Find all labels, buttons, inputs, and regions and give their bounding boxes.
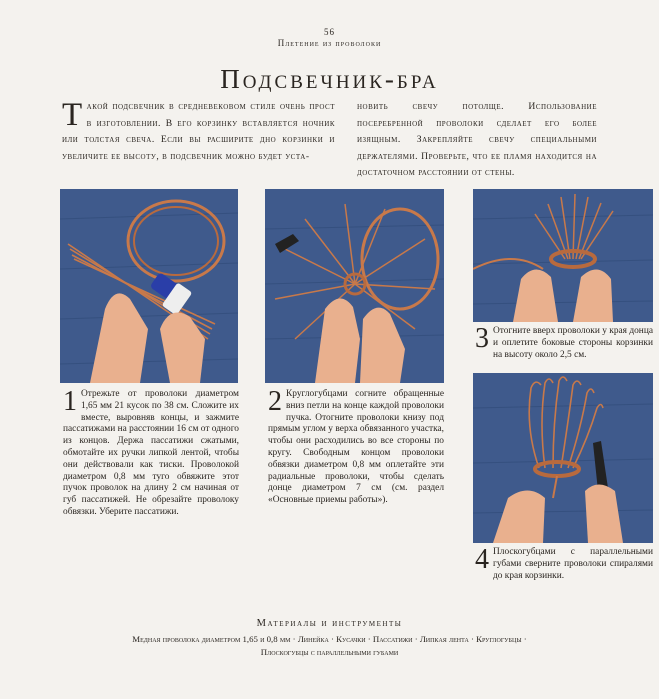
step-1-photo — [60, 189, 238, 383]
step-3-photo — [473, 189, 653, 322]
step-1-text: 1 Отрежьте от проволоки диаметром 1,65 мм 21 кусок по 38 см. Сложите их вместе, выровняв концы, и зажмите пассатижами на расстоянии 16 см от одного из концов. Держа пассатижи сжатыми, обмотайте их ручки липкой лентой, чтобы они действовали как тиски. Проволокой диаметром 0,8 мм туго обвяжите этот пучок проволок на длину 2 см начиная от губ пассатижей. Не обрезайте проволоку обвязки. Уберите пассатижи. — [63, 386, 239, 517]
page-number: 56 — [324, 27, 335, 37]
step-4-photo — [473, 373, 653, 543]
step-4-text: 4 Плоскогубцами с параллельными губами сверните проволоки спиралями до края корзинки. — [475, 544, 653, 581]
step-2-number: 2 — [268, 386, 282, 417]
step-4-number: 4 — [475, 544, 489, 575]
materials-line-1: Медная проволока диаметром 1,65 и 0,8 мм · Линейка · Кусачки · Пассатижи · Липкая лента · Круглогубцы · — [132, 634, 527, 644]
step-2-photo — [265, 189, 444, 383]
materials-line-2: Плоскогубцы с параллельными губами — [260, 647, 399, 657]
step-3-number: 3 — [475, 323, 489, 354]
step-3-text: 3 Отогните вверх проволоки у края донца и оплетите боковые стороны корзинки на высоту около 2,5 см. — [475, 323, 653, 360]
step-1-number: 1 — [63, 386, 77, 417]
intro-left-column — [62, 99, 335, 165]
step-2-text: 2 Круглогубцами согните обращенные вниз петли на конце каждой проволоки пучка. Отогните проволоки книзу под прямым углом у верха обвязанного участка, чтобы они расходились во все стороны по кругу. Свободным концом проволоки обвязки диаметром 0,8 мм оплетайте эти радиальные проволоки, чтобы сделать донце диаметром 7 см (см. раздел «Основные приемы работы»). — [268, 386, 444, 506]
drop-cap: Т — [62, 97, 83, 133]
intro-left-text: акой подсвечник в средневековом стиле очень прост в изготовлении. В его корзинку вставляется ночник или толстая свеча. Если вы расширите дно корзинки и увеличите ее высоту, в подсвечник можно будет уста- — [62, 101, 335, 162]
page-title: Подсвечник-бра — [220, 64, 439, 94]
running-header: Плетение из проволоки — [277, 38, 382, 48]
materials-title: Материалы и инструменты — [256, 618, 403, 629]
intro-right-column: новить свечу потолще. Использование посеребренной проволоки сделает его более изящным. Закрепляйте свечу специальными держателями. Проверьте, что ее пламя находится на достаточном расстоянии от стены. — [357, 101, 597, 178]
